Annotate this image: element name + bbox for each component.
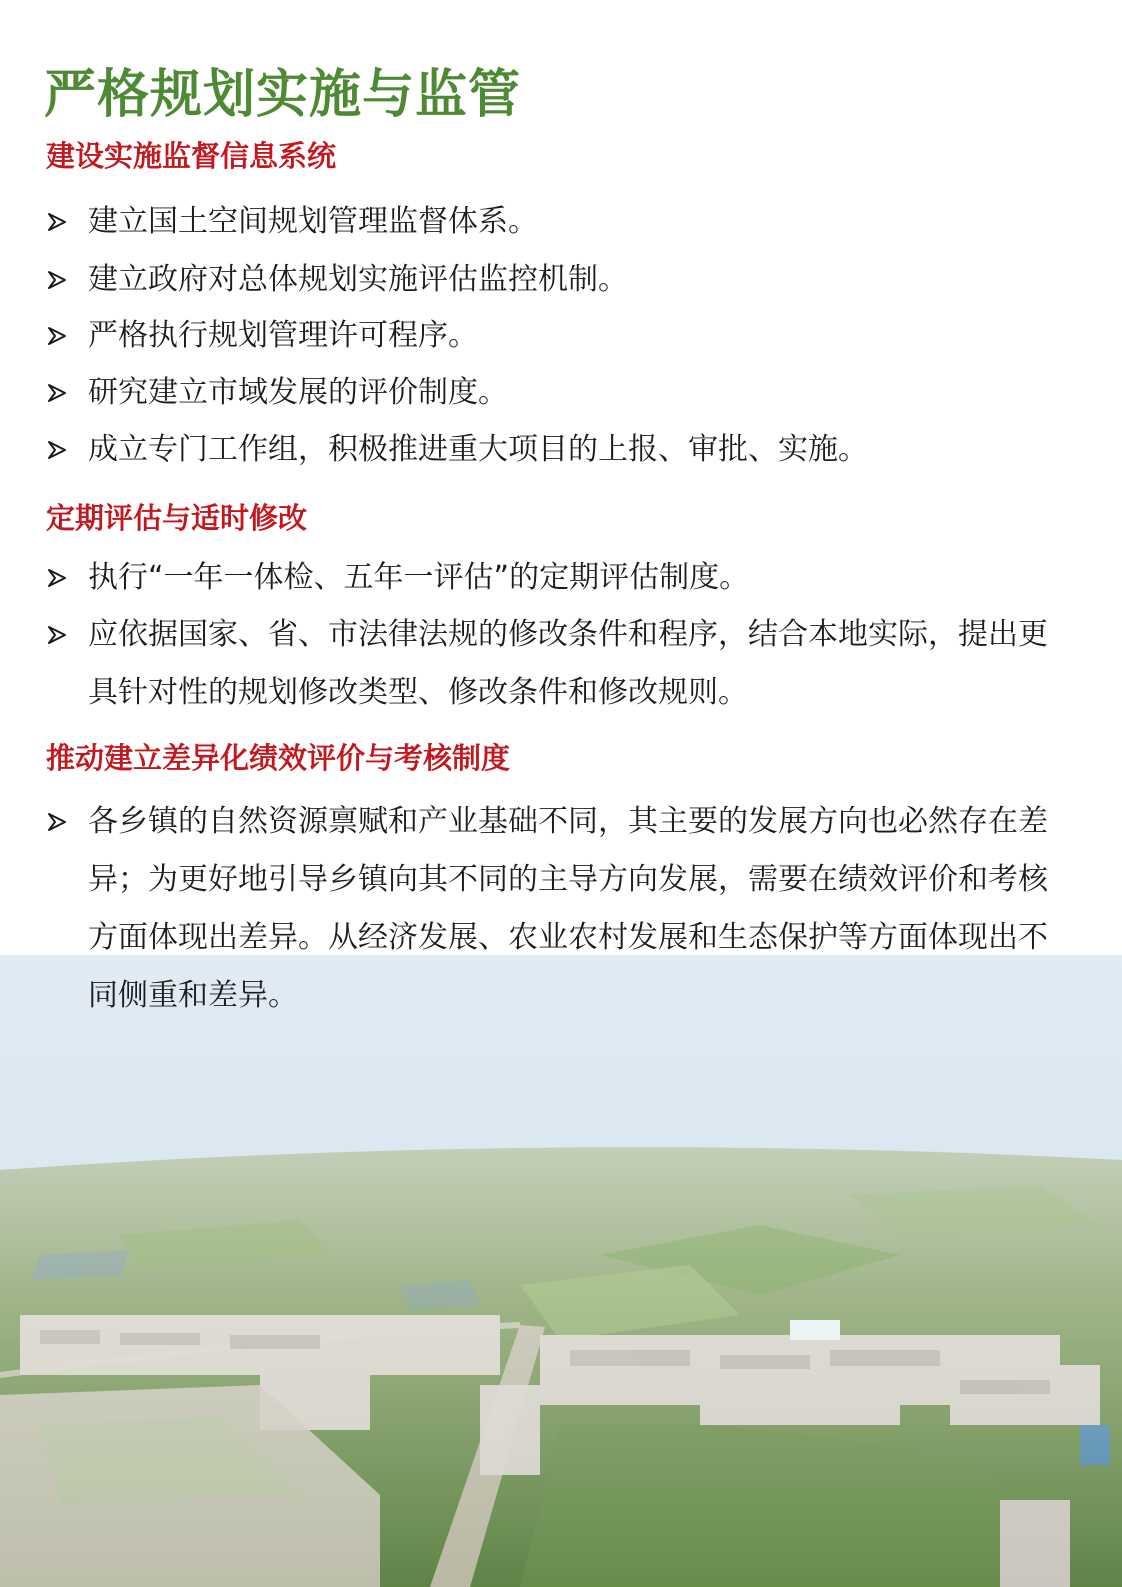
arrow-bullet-icon	[46, 307, 88, 365]
list-item-text: 成立专门工作组，积极推进重大项目的上报、审批、实施。	[88, 432, 868, 467]
list-item	[46, 606, 1056, 722]
list-item-text: 各乡镇的自然资源禀赋和产业基础不同，其主要的发展方向也必然存在差异；为更好地引导乡镇向其不同的主导方向发展，需要在绩效评价和考核方面体现出差异。从经济发展、农业农村发展和生态保护等方面体现出不同侧重和差异。	[88, 804, 1048, 1013]
list-item-text: 执行“一年一体检、五年一评估”的定期评估制度。	[88, 560, 750, 595]
list-item	[46, 549, 1056, 607]
list-item-text: 研究建立市域发展的评价制度。	[88, 375, 508, 410]
section-heading-periodic-evaluation: 定期评估与适时修改	[46, 501, 308, 535]
section-heading-monitoring-system: 建设实施监督信息系统	[46, 139, 337, 173]
arrow-bullet-icon	[46, 793, 88, 851]
arrow-bullet-icon	[46, 251, 88, 309]
section-heading-performance-evaluation: 推动建立差异化绩效评价与考核制度	[46, 741, 511, 775]
list-item	[46, 307, 1056, 365]
list-item-text: 应依据国家、省、市法律法规的修改条件和程序，结合本地实际，提出更具针对性的规划修改类型、修改条件和修改规则。	[88, 617, 1048, 710]
arrow-bullet-icon	[46, 193, 88, 251]
list-item-text: 严格执行规划管理许可程序。	[88, 318, 478, 353]
page-title: 严格规划实施与监管	[44, 65, 522, 125]
list-item	[46, 251, 1056, 309]
list-item-text: 建立国土空间规划管理监督体系。	[88, 204, 538, 239]
list-item	[46, 793, 1056, 1025]
arrow-bullet-icon	[46, 606, 88, 664]
arrow-bullet-icon	[46, 421, 88, 479]
list-item	[46, 193, 1056, 251]
list-item	[46, 421, 1056, 479]
arrow-bullet-icon	[46, 364, 88, 422]
arrow-bullet-icon	[46, 549, 88, 607]
list-item	[46, 364, 1056, 422]
list-item-text: 建立政府对总体规划实施评估监控机制。	[88, 262, 628, 297]
